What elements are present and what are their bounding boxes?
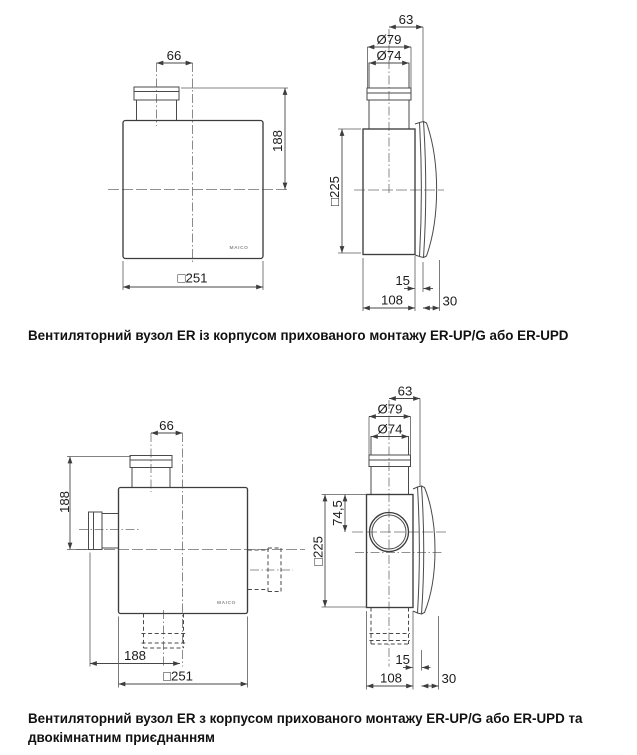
- figure1-front-view: [108, 48, 290, 290]
- figure2-caption-line1: Вентиляторний вузол ER з корпусом прихованого монтажу ER-UP/G або ER-UPD та: [28, 711, 583, 726]
- figure2-side-bottom-duct-hidden: [370, 608, 411, 645]
- fig2-side-dim-grille-depth: 30: [441, 671, 457, 686]
- fig2-side-dim-front-offset: 63: [397, 383, 413, 399]
- figure2-brand-logo: MAICO: [217, 601, 236, 606]
- fig2-side-dim-collar-dia: Ø79: [377, 401, 403, 417]
- fig2-side-dim-depth: 108: [379, 670, 403, 686]
- figure1-brand-logo: MAICO: [229, 246, 249, 251]
- figure1-grille: [415, 122, 437, 258]
- fig1-side-dim-front-offset: 63: [398, 12, 414, 27]
- fig1-front-dim-duct-offset: 66: [166, 48, 182, 63]
- fig2-side-dim-square: □225: [310, 536, 326, 566]
- fig1-front-dim-width: □251: [177, 270, 208, 286]
- fig2-side-dim-duct-dia: Ø74: [377, 421, 403, 437]
- fig1-side-dim-square: □225: [327, 176, 342, 206]
- fig2-side-dim-standoff: 15: [395, 652, 410, 667]
- figure2-caption-line2: двокімнатним приєднанням: [28, 729, 215, 745]
- figure2-front-view: [57, 418, 305, 688]
- fig2-front-dim-width: □251: [163, 668, 193, 684]
- fig1-side-dim-standoff: 15: [395, 273, 410, 288]
- figure2-caption: [28, 710, 628, 747]
- fig2-front-dim-duct-offset: 66: [159, 418, 174, 433]
- figure1-caption: Вентиляторний вузол ER із корпусом прихованого монтажу ER-UP/G або ER-UPD: [28, 328, 569, 343]
- fig1-side-dim-collar-dia: Ø79: [376, 32, 402, 47]
- fig1-side-dim-duct-dia: Ø74: [376, 48, 402, 63]
- fig1-side-dim-grille-depth: 30: [442, 293, 458, 309]
- figure2-grille: [413, 486, 435, 614]
- fig1-front-dim-height: 188: [270, 129, 285, 153]
- figure1-side-view: [327, 12, 457, 311]
- fig2-side-dim-port-center: 74,5: [330, 500, 345, 526]
- figure2-side-view: [311, 384, 457, 690]
- fig2-front-dim-bottom-offset: 188: [123, 648, 147, 663]
- fig1-side-dim-depth: 108: [380, 292, 404, 308]
- fig2-front-dim-height: 188: [57, 490, 72, 514]
